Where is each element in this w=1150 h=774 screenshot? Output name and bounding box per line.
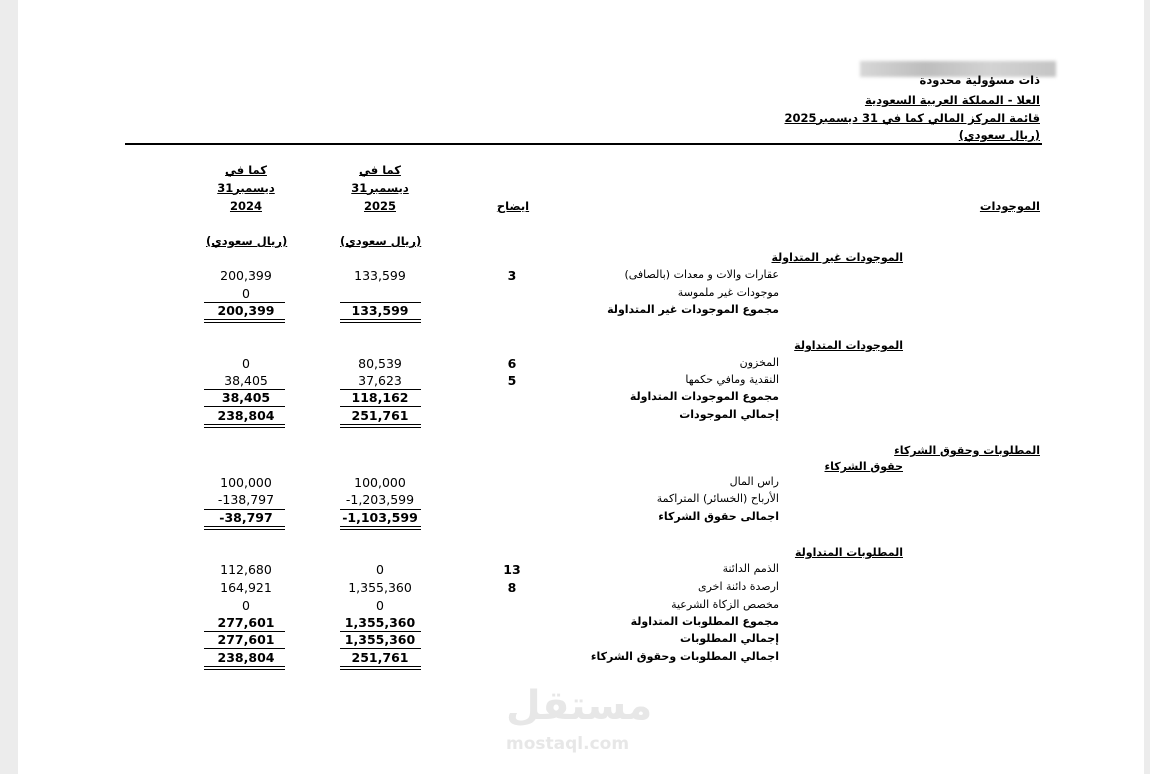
- row-label: مجموع الموجودات غير المتداولة: [607, 303, 779, 316]
- row-label: مجموع الموجودات المتداولة: [629, 390, 779, 403]
- assets-heading: الموجودات: [979, 199, 1040, 213]
- col2024-header-line1: كما في: [225, 163, 267, 177]
- col2024-header-line2: 31ديسمبر: [217, 181, 275, 195]
- row-value-2024: 112,680: [220, 562, 272, 577]
- row-value-2024: -138,797: [217, 492, 275, 507]
- subtotal-rule: [340, 389, 421, 390]
- row-value-2025: 1,355,360: [344, 632, 416, 647]
- row-value-2024: 277,601: [217, 615, 275, 630]
- section-current-assets: الموجودات المتداولة: [794, 339, 903, 352]
- row-label: موجودات غير ملموسة: [677, 286, 779, 299]
- row-note: 6: [507, 356, 517, 371]
- row-value-2025: -1,203,599: [345, 492, 415, 507]
- row-value-2024: 200,399: [220, 268, 272, 283]
- row-value-2025: 37,623: [358, 373, 402, 388]
- row-value-2024: 277,601: [217, 632, 275, 647]
- row-value-2025: 251,761: [351, 650, 409, 665]
- row-value-2025: 251,761: [351, 408, 409, 423]
- row-label: المخزون: [739, 356, 779, 369]
- header-rule: [125, 143, 1042, 145]
- total-double-rule: [340, 666, 421, 670]
- total-double-rule: [340, 526, 421, 530]
- row-label: اجمالى حقوق الشركاء: [658, 510, 779, 523]
- subtotal-rule: [340, 406, 421, 407]
- row-value-2024: 100,000: [220, 475, 272, 490]
- note-column-header: ايضاح: [496, 199, 530, 213]
- row-label: الذمم الدائنة: [722, 562, 779, 575]
- row-value-2025: -1,103,599: [342, 510, 418, 525]
- col2025-header-line1: كما في: [359, 163, 401, 177]
- row-value-2024: 0: [242, 598, 250, 613]
- row-value-2025: 80,539: [358, 356, 402, 371]
- row-label: ارصدة دائنة اخرى: [697, 580, 779, 593]
- row-value-2024: 238,804: [217, 650, 275, 665]
- row-label: مجموع المطلوبات المتداولة: [630, 615, 779, 628]
- row-value-2024: 200,399: [217, 303, 275, 318]
- section-non-current-assets: الموجودات غير المتداولة: [771, 251, 903, 264]
- total-double-rule: [340, 319, 421, 323]
- row-note: 8: [507, 580, 517, 595]
- col2025-unit: (ريال سعودي): [340, 234, 422, 248]
- col2025-header-line2: 31ديسمبر: [351, 181, 409, 195]
- row-value-2025: 118,162: [351, 390, 409, 405]
- row-value-2025: 0: [376, 562, 384, 577]
- row-value-2025: 133,599: [354, 268, 406, 283]
- col2024-unit: (ريال سعودي): [206, 234, 288, 248]
- subtotal-rule: [204, 648, 285, 649]
- row-value-2024: 238,804: [217, 408, 275, 423]
- row-label: مخصص الزكاة الشرعية: [671, 598, 779, 611]
- subtotal-rule: [204, 406, 285, 407]
- row-value-2024: 0: [242, 356, 250, 371]
- row-label: الأرباح (الخسائر) المتراكمة: [656, 492, 779, 505]
- total-double-rule: [340, 424, 421, 428]
- row-label: عقارات والات و معدات (بالصافى): [624, 268, 779, 281]
- row-label: إجمالي المطلوبات: [680, 632, 779, 645]
- document-page: [18, 0, 1144, 774]
- row-label: راس المال: [729, 475, 779, 488]
- row-value-2024: 38,405: [224, 373, 268, 388]
- row-value-2025: 100,000: [354, 475, 406, 490]
- subtotal-rule: [204, 302, 285, 303]
- section-equity: حقوق الشركاء: [824, 460, 903, 473]
- section-liabilities-equity: المطلوبات وحقوق الشركاء: [894, 444, 1040, 457]
- row-value-2025: 133,599: [351, 303, 409, 318]
- section-current-liabilities: المطلوبات المتداولة: [794, 546, 903, 559]
- subtotal-rule: [204, 389, 285, 390]
- entity-type: ذات مسؤولية محدودة: [919, 73, 1040, 87]
- statement-title: قائمة المركز المالي كما في 31 ديسمبر2025: [784, 111, 1040, 125]
- row-value-2025: 1,355,360: [344, 615, 416, 630]
- watermark-arabic: مستقل: [506, 683, 653, 729]
- col2024-header-year: 2024: [229, 199, 262, 213]
- total-double-rule: [204, 424, 285, 428]
- row-value-2024: -38,797: [219, 510, 273, 525]
- row-value-2025: 1,355,360: [348, 580, 412, 595]
- total-double-rule: [204, 319, 285, 323]
- subtotal-rule: [204, 509, 285, 510]
- total-double-rule: [204, 666, 285, 670]
- subtotal-rule: [340, 648, 421, 649]
- subtotal-rule: [340, 302, 421, 303]
- watermark-latin: mostaql.com: [506, 734, 630, 754]
- subtotal-rule: [340, 509, 421, 510]
- row-value-2024: 0: [242, 286, 250, 301]
- location-line: العلا - المملكة العربية السعودية: [864, 93, 1040, 107]
- row-note: 3: [507, 268, 517, 283]
- row-label: إجمالي الموجودات: [679, 408, 779, 421]
- row-label: اجمالي المطلوبات وحقوق الشركاء: [590, 650, 779, 663]
- col2025-header-year: 2025: [363, 199, 396, 213]
- total-double-rule: [204, 526, 285, 530]
- row-value-2024: 164,921: [220, 580, 272, 595]
- row-note: 13: [503, 562, 521, 577]
- row-value-2024: 38,405: [221, 390, 271, 405]
- row-value-2025: 0: [376, 598, 384, 613]
- currency-label: (ريال سعودي): [958, 128, 1040, 142]
- row-note: 5: [507, 373, 517, 388]
- row-label: النقدية ومافي حكمها: [685, 373, 779, 386]
